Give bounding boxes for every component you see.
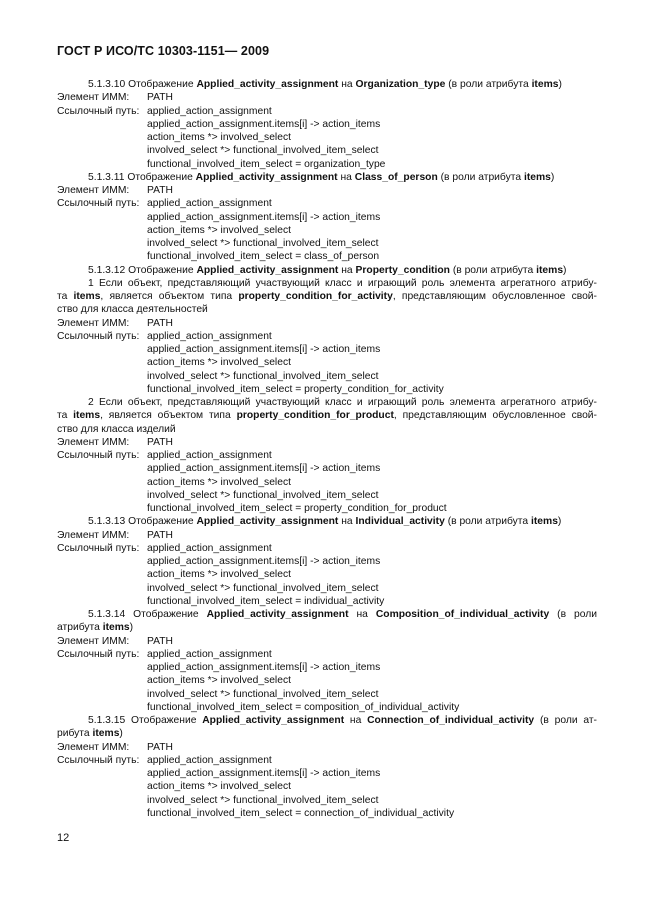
path-step: involved_select *> functional_involved_item_select [147, 370, 379, 382]
section-heading-5-1-3-10: 5.1.3.10 Отображение Applied_activity_assignment на Organization_type (в роли атрибута items) [88, 79, 562, 90]
reference-path-line: Ссылочный путь: applied_action_assignment [57, 450, 272, 461]
path-step-final: functional_involved_item_select = individual_activity [147, 595, 385, 607]
reference-path-line: Ссылочный путь: applied_action_assignment [57, 542, 272, 554]
reference-path-line: Ссылочный путь: applied_action_assignment [57, 198, 272, 210]
section-heading-5-1-3-14: 5.1.3.14 Отображение Applied_activity_assignment на Composition_of_individual_activity (в роли [88, 609, 597, 620]
path-step: applied_action_assignment.items[i] -> action_items [147, 211, 381, 223]
path-step: action_items *> involved_select [147, 476, 291, 488]
section-heading-5-1-3-12: 5.1.3.12 Отображение Applied_activity_assignment на Property_condition (в роли атрибута items) [88, 264, 567, 276]
section-heading-5-1-3-11: 5.1.3.11 Отображение Applied_activity_assignment на Class_of_person (в роли атрибута items) [88, 171, 555, 183]
path-step: action_items *> involved_select [147, 781, 291, 793]
path-step: involved_select *> functional_involved_item_select [147, 145, 379, 157]
path-step-final: functional_involved_item_select = property_condition_for_product [147, 503, 447, 514]
note-1-line-2: та items, является объектом типа property_condition_for_activity, представляющим обусловленное свой- [57, 291, 597, 302]
imm-element-line: Элемент ИММ: PATH [57, 635, 173, 647]
imm-element-line: Элемент ИММ: PATH [57, 529, 173, 541]
path-step-final: functional_involved_item_select = property_condition_for_activity [147, 383, 444, 395]
path-step: involved_select *> functional_involved_item_select [147, 688, 379, 700]
note-1-line-1: 1 Если объект, представляющий участвующий класс и играющий роль элемента агрегатного атрибу- [88, 277, 597, 289]
note-2-line-1: 2 Если объект, представляющий участвующий класс и играющий роль элемента агрегатного атрибу- [88, 397, 597, 408]
path-step: applied_action_assignment.items[i] -> action_items [147, 662, 381, 673]
path-step: action_items *> involved_select [147, 224, 291, 236]
path-step: applied_action_assignment.items[i] -> action_items [147, 463, 381, 475]
path-step: applied_action_assignment.items[i] -> action_items [147, 768, 381, 779]
path-step-final: functional_involved_item_select = class_of_person [147, 251, 380, 263]
path-step: action_items *> involved_select [147, 569, 291, 581]
path-step: involved_select *> functional_involved_item_select [147, 238, 379, 249]
path-step: involved_select *> functional_involved_item_select [147, 582, 379, 594]
path-step-final: functional_involved_item_select = composition_of_individual_activity [147, 701, 460, 713]
note-2-line-2: та items, является объектом типа property_condition_for_product, представляющим обусловленное свой- [57, 410, 597, 422]
section-heading-continuation: рибута items) [57, 728, 123, 740]
path-step: applied_action_assignment.items[i] -> action_items [147, 344, 381, 355]
note-1-line-3: ство для класса деятельностей [57, 304, 208, 316]
imm-element-line: Элемент ИММ: PATH [57, 741, 173, 753]
imm-element-line: Элемент ИММ: PATH [57, 317, 173, 329]
imm-element-line: Элемент ИММ: PATH [57, 185, 173, 196]
path-step: involved_select *> functional_involved_item_select [147, 794, 379, 806]
path-step: action_items *> involved_select [147, 357, 291, 369]
page-number: 12 [57, 832, 70, 844]
path-step-final: functional_involved_item_select = connection_of_individual_activity [147, 807, 455, 819]
document-body [57, 78, 597, 820]
path-step: applied_action_assignment.items[i] -> action_items [147, 556, 381, 567]
reference-path-line: Ссылочный путь: applied_action_assignment [57, 754, 272, 766]
path-step-final: functional_involved_item_select = organization_type [147, 158, 386, 170]
reference-path-line: Ссылочный путь: applied_action_assignment [57, 330, 272, 342]
imm-element-line: Элемент ИММ: PATH [57, 92, 173, 104]
section-heading-5-1-3-13: 5.1.3.13 Отображение Applied_activity_assignment на Individual_activity (в роли атрибута items) [88, 516, 562, 528]
reference-path-line: Ссылочный путь: applied_action_assignment [57, 105, 272, 117]
reference-path-line: Ссылочный путь: applied_action_assignment [57, 648, 272, 660]
imm-element-line: Элемент ИММ: PATH [57, 436, 173, 448]
path-step: action_items *> involved_select [147, 132, 291, 143]
path-step: action_items *> involved_select [147, 675, 291, 687]
note-2-line-3: ство для класса изделий [57, 423, 176, 435]
document-header: ГОСТ Р ИСО/ТС 10303-1151— 2009 [57, 44, 270, 58]
path-step: applied_action_assignment.items[i] -> action_items [147, 118, 381, 130]
section-heading-5-1-3-15: 5.1.3.15 Отображение Applied_activity_assignment на Connection_of_individual_activity (в роли ат- [88, 715, 597, 726]
path-step: involved_select *> functional_involved_item_select [147, 489, 379, 501]
section-heading-continuation: атрибута items) [57, 622, 134, 634]
